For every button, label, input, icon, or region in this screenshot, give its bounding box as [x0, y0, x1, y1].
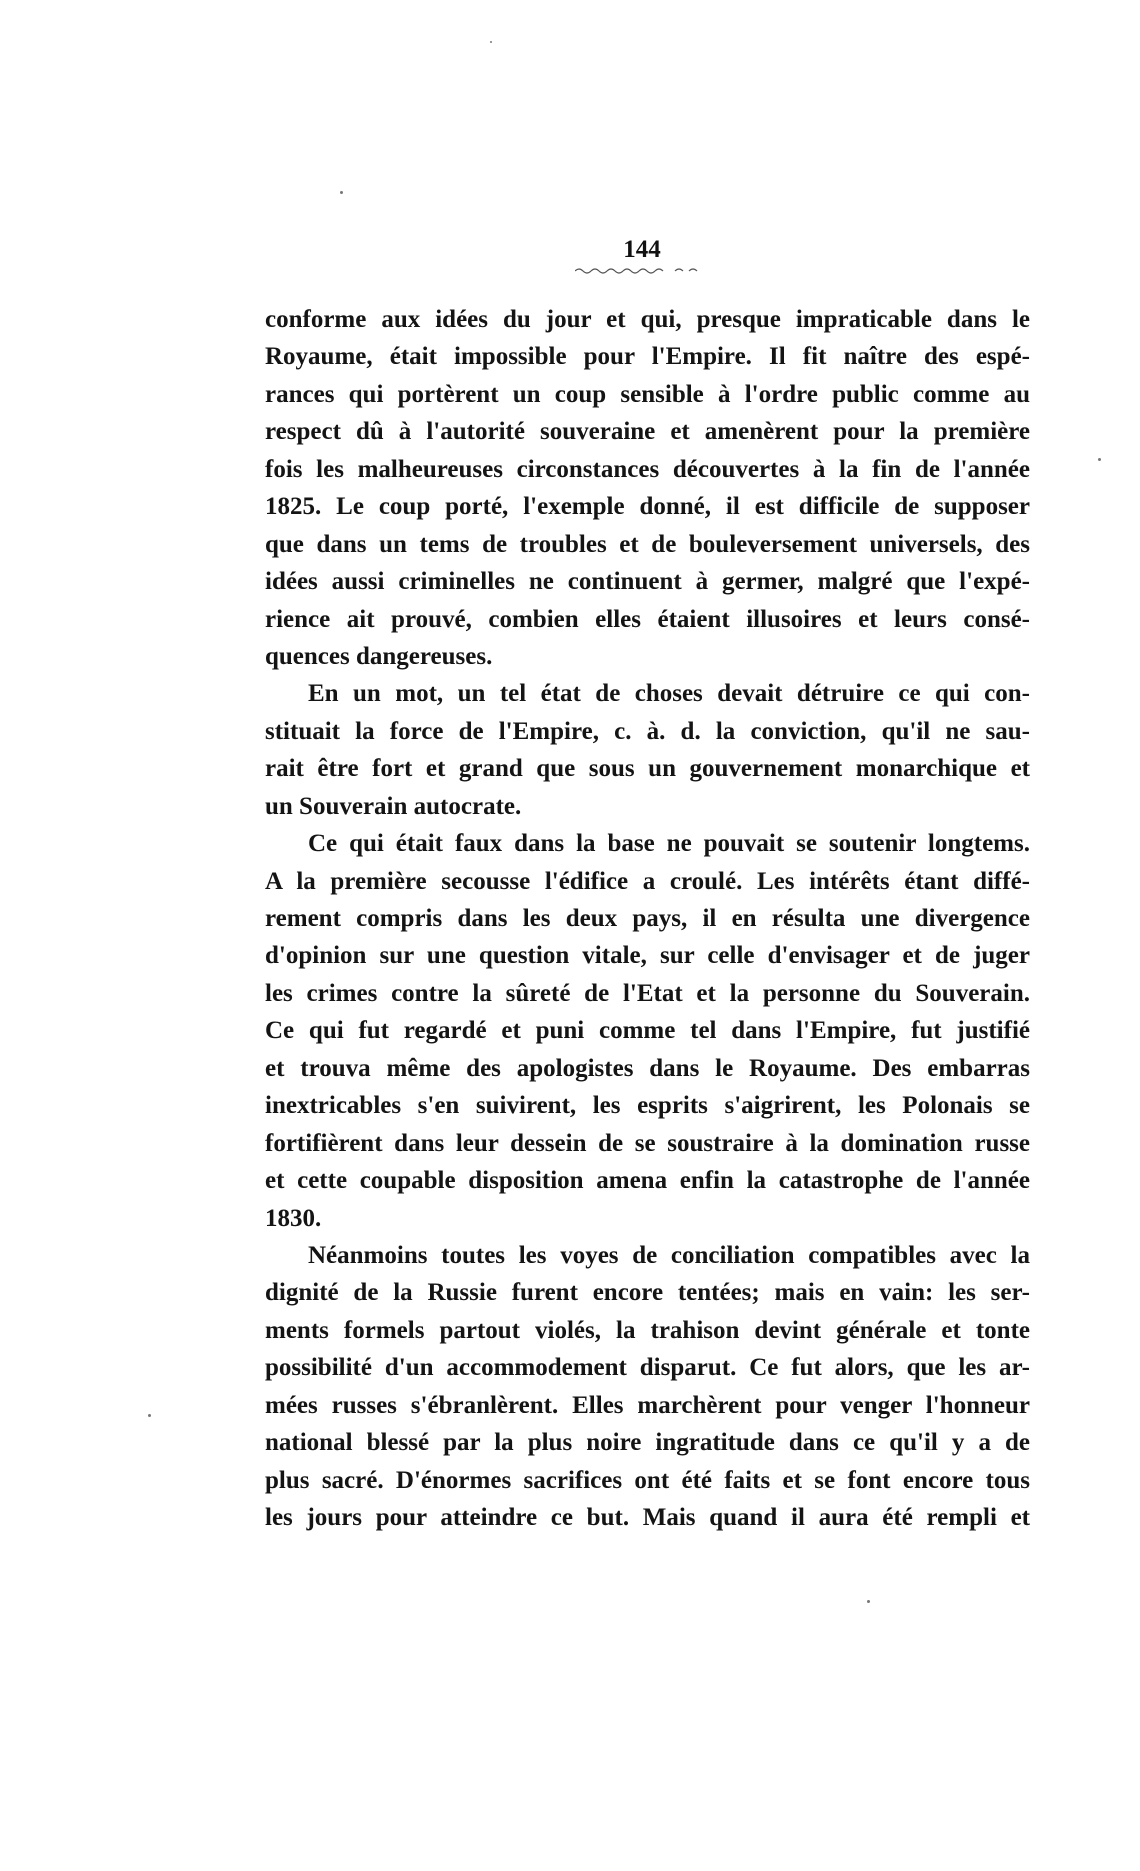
text-line: un Souverain autocrate.: [265, 792, 522, 820]
text-line: A la première secousse l'édifice a croulé. Les intérêts étant diffé-: [265, 867, 1030, 895]
scan-speck: [148, 1414, 151, 1417]
page-number-ornament: [575, 266, 705, 274]
body-text: [265, 301, 1030, 1536]
text-line: 1825. Le coup porté, l'exemple donné, il est difficile de supposer: [265, 493, 1030, 521]
text-line: rience ait prouvé, combien elles étaient illusoires et leurs consé-: [265, 605, 1030, 633]
text-line: rement compris dans les deux pays, il en résulta une divergence: [265, 905, 1030, 932]
scan-speck: [490, 41, 492, 43]
text-line: national blessé par la plus noire ingratitude dans ce qu'il y a de: [265, 1429, 1030, 1457]
text-line: conforme aux idées du jour et qui, presque impraticable dans le: [265, 306, 1030, 333]
text-line: possibilité d'un accommodement disparut. Ce fut alors, que les ar-: [265, 1354, 1030, 1382]
text-line: idées aussi criminelles ne continuent à germer, malgré que l'expé-: [265, 568, 1030, 596]
text-line: ments formels partout violés, la trahison devint générale et tonte: [265, 1316, 1030, 1344]
paragraph: [265, 1237, 1030, 1537]
paragraph: [265, 675, 1030, 825]
text-line: fois les malheureuses circonstances découvertes à la fin de l'année: [265, 455, 1030, 483]
text-line: 1830.: [265, 1204, 322, 1232]
text-line: Néanmoins toutes les voyes de conciliation compatibles avec la: [308, 1241, 1030, 1269]
text-line: rances qui portèrent un coup sensible à l'ordre public comme au: [265, 380, 1030, 408]
paragraph: [265, 825, 1030, 1237]
paragraph: [265, 301, 1030, 675]
text-line: dignité de la Russie furent encore tentées; mais en vain: les ser-: [265, 1279, 1030, 1307]
text-line: Ce qui fut regardé et puni comme tel dans l'Empire, fut justifié: [265, 1017, 1030, 1045]
text-line: plus sacré. D'énormes sacrifices ont été faits et se font encore tous: [265, 1466, 1030, 1494]
scan-speck: [340, 191, 343, 194]
page-number: 144: [623, 236, 661, 263]
text-line: quences dangereuses.: [265, 642, 493, 670]
text-line: que dans un tems de troubles et de bouleversement universels, des: [265, 530, 1030, 558]
scan-speck: [1098, 458, 1101, 461]
text-line: et cette coupable disposition amena enfin la catastrophe de l'année: [265, 1167, 1030, 1195]
scan-speck: [867, 1600, 870, 1603]
text-line: stituait la force de l'Empire, c. à. d. la conviction, qu'il ne sau-: [265, 717, 1030, 745]
text-line: mées russes s'ébranlèrent. Elles marchèrent pour venger l'honneur: [265, 1391, 1030, 1419]
text-line: Ce qui était faux dans la base ne pouvait se soutenir longtems.: [308, 830, 1030, 858]
text-line: En un mot, un tel état de choses devait détruire ce qui con-: [308, 680, 1030, 708]
text-line: inextricables s'en suivirent, les esprits s'aigrirent, les Polonais se: [265, 1092, 1030, 1120]
text-line: les crimes contre la sûreté de l'Etat et la personne du Souverain.: [265, 979, 1030, 1007]
text-line: et trouva même des apologistes dans le Royaume. Des embarras: [265, 1054, 1030, 1082]
text-line: Royaume, était impossible pour l'Empire. Il fit naître des espé-: [265, 343, 1030, 371]
text-line: les jours pour atteindre ce but. Mais quand il aura été rempli et: [265, 1504, 1030, 1531]
text-line: fortifièrent dans leur dessein de se soustraire à la domination russe: [265, 1129, 1030, 1157]
text-line: rait être fort et grand que sous un gouvernement monarchique et: [265, 755, 1030, 783]
text-line: respect dû à l'autorité souveraine et amenèrent pour la première: [265, 418, 1030, 446]
text-line: d'opinion sur une question vitale, sur celle d'envisager et de juger: [265, 942, 1030, 970]
